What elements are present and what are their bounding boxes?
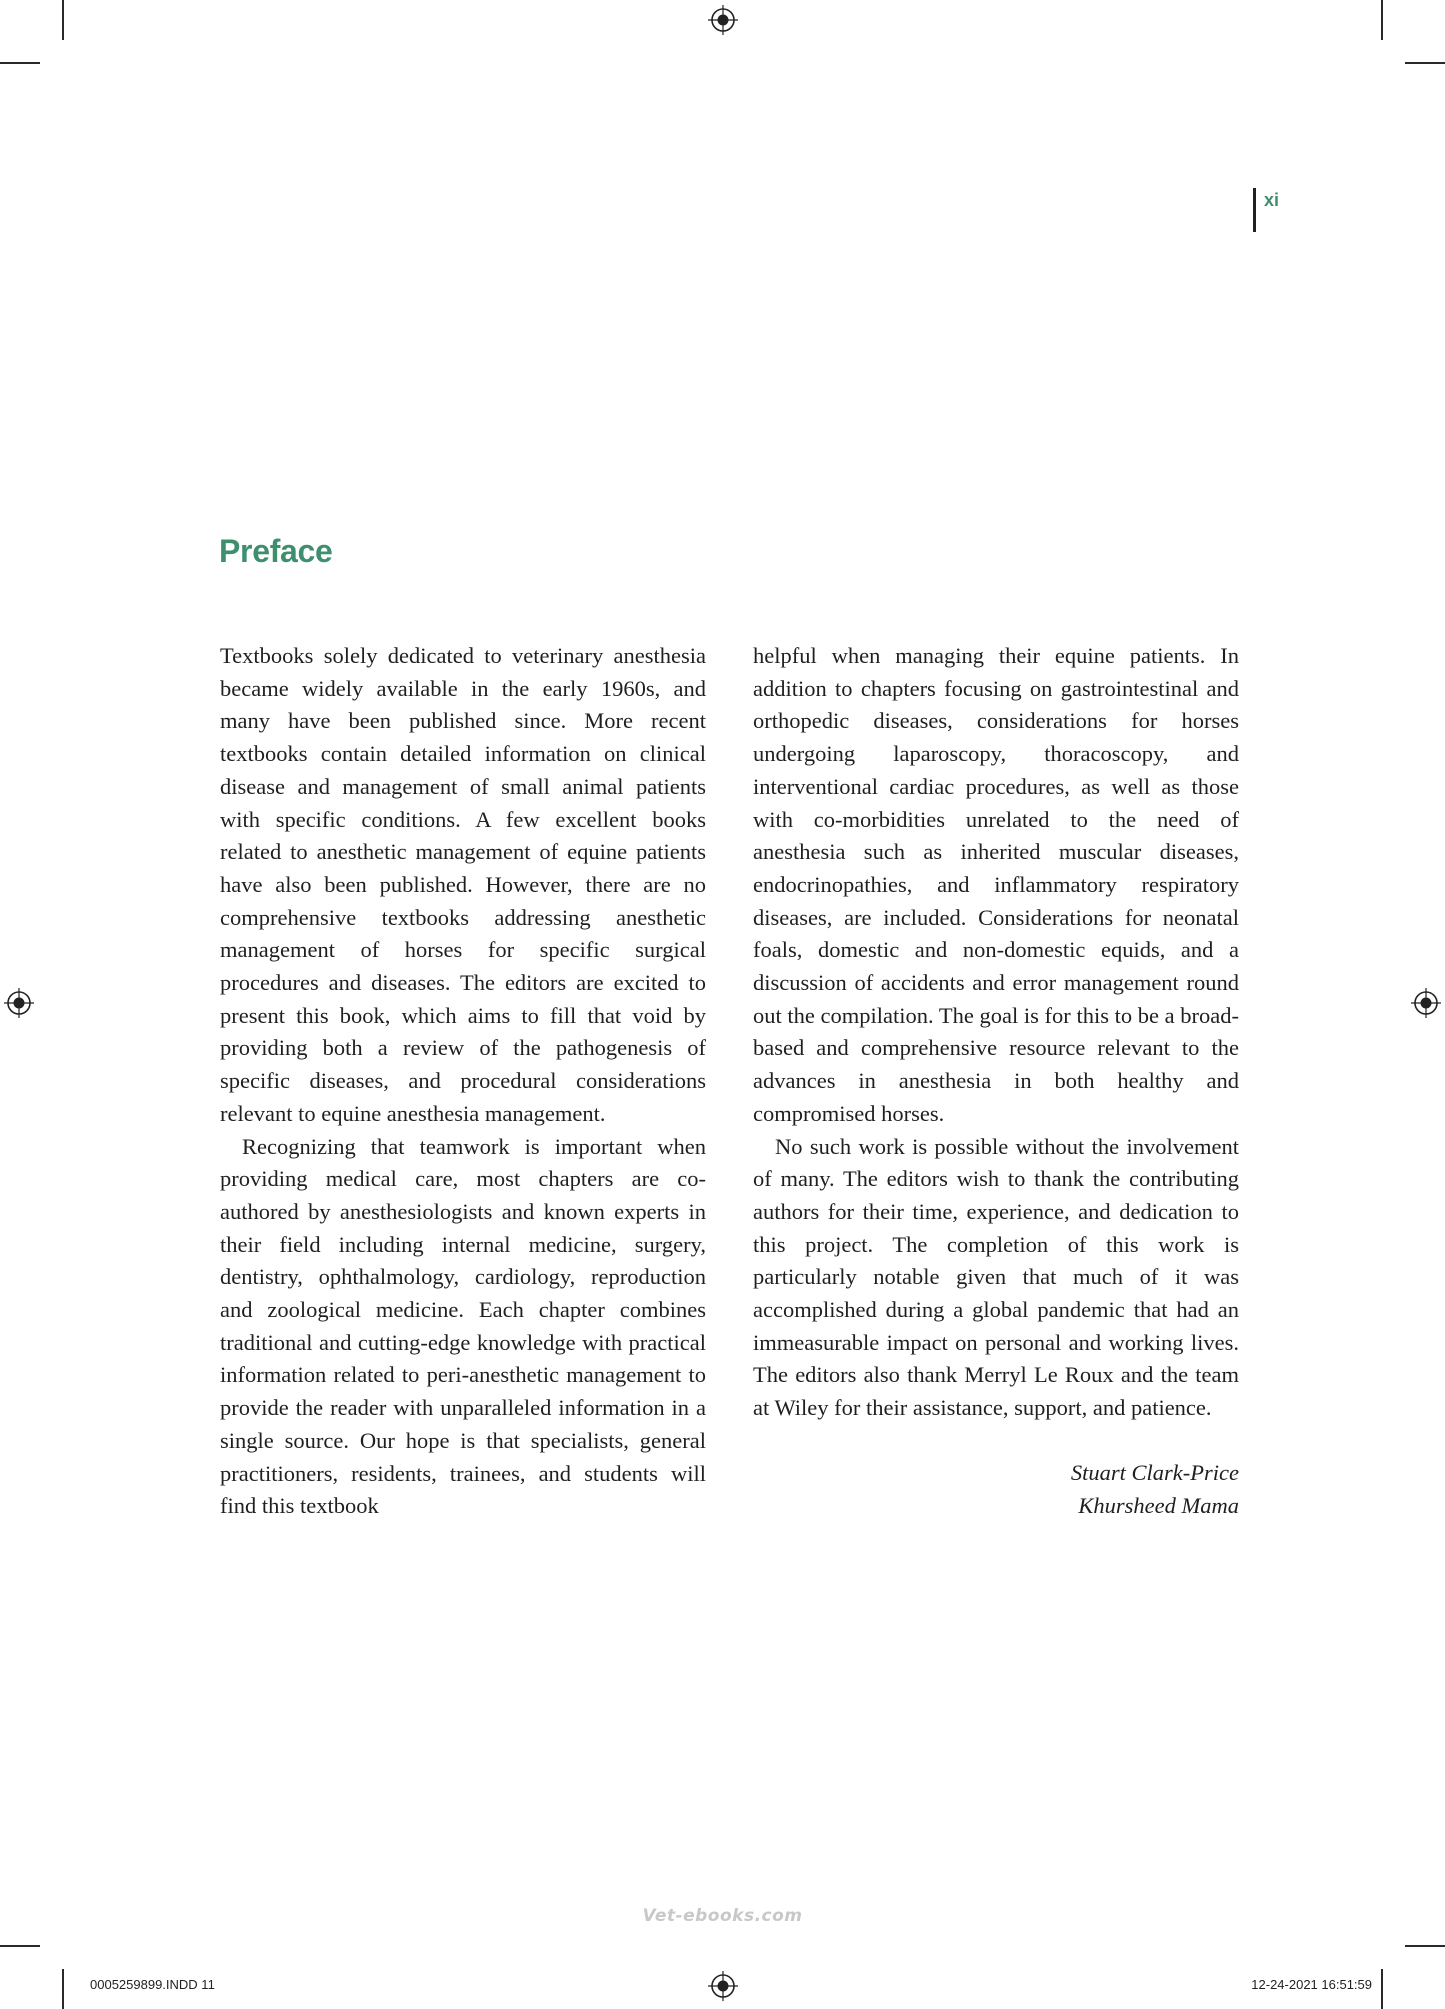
page-number-text: xi	[1264, 190, 1280, 210]
watermark: Vet-ebooks.com	[642, 1906, 803, 1926]
crop-mark	[62, 0, 64, 40]
body-paragraph: No such work is possible without the involvement of many. The editors wish to thank the contributing authors for their time, experience, and dedication to this project. The completion of this work is particularly notable given that much of it was accomplished during a global pandemic that had an immeasurable impact on personal and working lives. The editors also thank Merryl Le Roux and the team at Wiley for their assistance, support, and patience.	[753, 1133, 1239, 1421]
registration-mark-icon	[708, 1971, 738, 2001]
signature-editor: Khursheed Mama	[1078, 1492, 1239, 1518]
signature-editor: Stuart Clark-Price	[1070, 1459, 1239, 1485]
body-paragraph: Recognizing that teamwork is important when providing medical care, most chapters are co-authored by anesthesiologists and known experts in their field including internal medicine, surgery, dentistry, ophthalmology, cardiology, reproduction and zoological medicine. Each chapter combines traditional and cutting-edge knowledge with practical information related to peri-anesthetic management to provide the reader with unparalleled information in a single source. Our hope is that specialists, general practitioners, residents, trainees, and students will find this textbook	[220, 1133, 706, 1519]
crop-mark	[0, 62, 40, 64]
crop-mark	[62, 1969, 64, 2009]
left-column	[220, 640, 706, 1523]
crop-mark	[1405, 1945, 1445, 1947]
folio-rule	[1253, 188, 1256, 232]
registration-mark-icon	[1411, 988, 1441, 1018]
body-paragraph: Textbooks solely dedicated to veterinary anesthesia became widely available in the early 1960s, and many have been published since. More recent textbooks contain detailed information on clinical disease and management of small animal patients with specific conditions. A few excellent books related to anesthetic management of equine patients have also been published. However, there are no comprehensive textbooks addressing anesthetic management of horses for specific surgical procedures and diseases. The editors are excited to present this book, which aims to fill that void by providing both a review of the pathogenesis of specific diseases, and procedural considerations relevant to equine anesthesia management.	[220, 643, 706, 1126]
registration-mark-icon	[4, 988, 34, 1018]
slug-file-info: 0005259899.INDD 11	[90, 1977, 215, 1992]
registration-mark-icon	[708, 5, 738, 35]
crop-mark	[1381, 0, 1383, 40]
crop-mark	[1381, 1969, 1383, 2009]
slug-date-time: 12-24-2021 16:51:59	[1251, 1977, 1372, 1992]
crop-mark	[0, 1945, 40, 1947]
right-column	[753, 640, 1239, 1522]
body-paragraph: helpful when managing their equine patients. In addition to chapters focusing on gastrointestinal and orthopedic diseases, considerations for horses undergoing laparoscopy, thoracoscopy, and interventional cardiac procedures, as well as those with co-morbidities unrelated to the need of anesthesia such as inherited muscular diseases, endocrinopathies, and inflammatory respiratory diseases, are included. Considerations for neonatal foals, domestic and non-domestic equids, and a discussion of accidents and error management round out the compilation. The goal is for this to be a broad-based and comprehensive resource relevant to the advances in anesthesia in both healthy and compromised horses.	[753, 643, 1239, 1126]
page-title: Preface	[219, 533, 333, 569]
crop-mark	[1405, 62, 1445, 64]
